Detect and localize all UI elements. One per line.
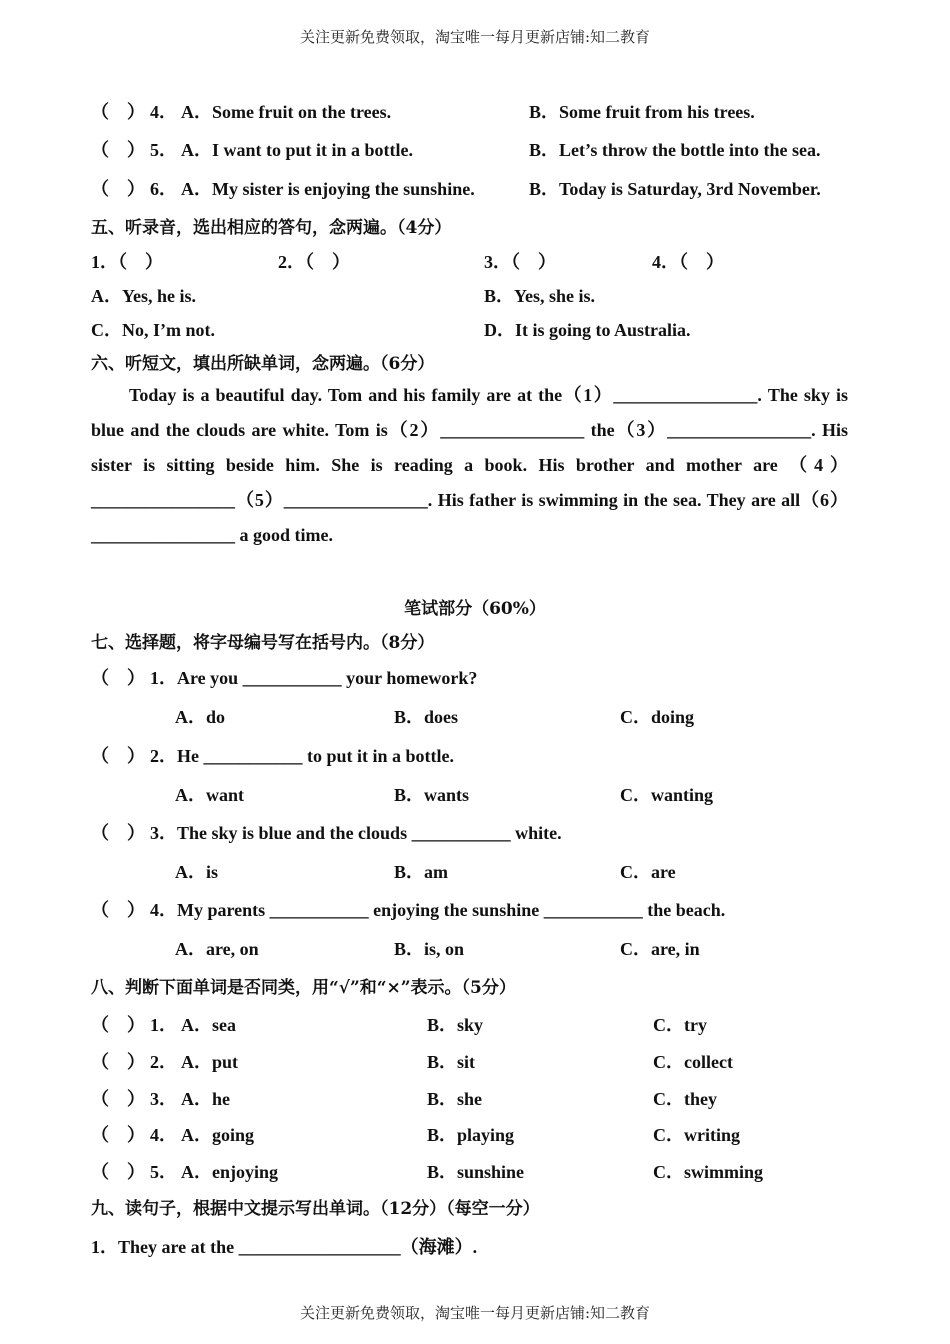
section-5-heading — [0, 213, 950, 239]
section-5-heading-text: 五、听录音，选出相应的答句，念两遍。（4分） — [91, 218, 452, 238]
question-number: 3． — [150, 1089, 177, 1109]
classify-row-4 — [0, 1121, 950, 1147]
choice-options-1 — [0, 703, 950, 729]
classify-row-5 — [0, 1158, 950, 1184]
option-d: D．It is going to Australia. — [484, 320, 691, 340]
answer-bracket: （ ） — [91, 668, 145, 688]
question-stem: 3．The sky is blue and the clouds ___________ white. — [150, 823, 562, 843]
option-b: B．Today is Saturday, 3rd November. — [529, 179, 821, 199]
option-a: A．he — [181, 1089, 230, 1109]
section-9-heading-text: 九、读句子，根据中文提示写出单词。（12分）（每空一分） — [91, 1199, 540, 1219]
section-8-heading — [0, 973, 950, 999]
option-a: A．is — [175, 862, 219, 882]
option-c: C．wanting — [620, 785, 714, 805]
question-stem: 4．My parents ___________ enjoying the sunshine ___________ the beach. — [150, 900, 726, 920]
option-b: B．Some fruit from his trees. — [529, 102, 755, 122]
option-b: B．does — [394, 707, 459, 727]
option-b: B．is, on — [394, 939, 465, 959]
choice-question-1 — [0, 664, 950, 690]
answer-bracket: （ ） — [91, 1052, 145, 1072]
section-8-heading-text: 八、判断下面单词是否同类，用“√”和“×”表示。（5分） — [91, 978, 516, 998]
answer-bracket: （ ） — [91, 1125, 145, 1145]
listening-question-5 — [0, 136, 950, 162]
question-number: 1． — [150, 1015, 177, 1035]
option-c: C．swimming — [653, 1162, 764, 1182]
option-b: B．Yes, she is. — [484, 286, 596, 306]
question-number: 4． — [150, 102, 177, 122]
question-number: 2． — [150, 1052, 177, 1072]
section-9-heading — [0, 1194, 950, 1220]
choice-options-4 — [0, 935, 950, 961]
option-a: A．sea — [181, 1015, 236, 1035]
classify-row-3 — [0, 1085, 950, 1111]
question-text: 1．They are at the __________________（海滩）. — [91, 1237, 478, 1257]
option-a: A．do — [175, 707, 226, 727]
option-a: A．going — [181, 1125, 255, 1145]
fill-question-1 — [0, 1233, 950, 1259]
section-6-heading-text: 六、听短文，填出所缺单词，念两遍。（6分） — [91, 354, 435, 374]
option-b: B．Let’s throw the bottle into the sea. — [529, 140, 821, 160]
question-number: 5． — [150, 1162, 177, 1182]
option-a: A．Some fruit on the trees. — [181, 102, 392, 122]
section-5-blanks — [0, 248, 950, 274]
question-number: 6． — [150, 179, 177, 199]
choice-options-2 — [0, 781, 950, 807]
written-part-title: 笔试部分（60%） — [404, 599, 546, 619]
option-a: A．enjoying — [181, 1162, 279, 1182]
answer-bracket: （ ） — [91, 823, 145, 843]
answer-bracket: （ ） — [91, 746, 145, 766]
option-b: B．sky — [427, 1015, 484, 1035]
section-5-options-cd — [0, 316, 950, 342]
section-5-options-ab — [0, 282, 950, 308]
question-number: 4． — [150, 1125, 177, 1145]
option-a: A．I want to put it in a bottle. — [181, 140, 414, 160]
option-c: C．doing — [620, 707, 695, 727]
classify-row-2 — [0, 1048, 950, 1074]
option-b: B．sunshine — [427, 1162, 525, 1182]
answer-blank-3: 3．（ ） — [484, 252, 556, 272]
answer-blank-1: 1．（ ） — [91, 252, 163, 272]
classify-row-1 — [0, 1011, 950, 1037]
choice-question-4 — [0, 896, 950, 922]
option-a: A．are, on — [175, 939, 259, 959]
question-stem: 2．He ___________ to put it in a bottle. — [150, 746, 454, 766]
option-c: C．No, I’m not. — [91, 320, 215, 340]
listening-question-4 — [0, 98, 950, 124]
answer-bracket: （ ） — [91, 1015, 145, 1035]
answer-bracket: （ ） — [91, 900, 145, 920]
section-7-heading — [0, 628, 950, 654]
option-c: C．are — [620, 862, 676, 882]
answer-blank-2: 2．（ ） — [278, 252, 350, 272]
choice-question-2 — [0, 742, 950, 768]
listening-passage: Today is a beautiful day. Tom and his family are at the（1）________________. The sky is blue and the clouds are white. Tom is（2）________________ the（3）________________. His sister is sitting beside him. She is reading a book. His brother and mother are （4）________________（5）________________. His father is swimming in the sea. They are all（6）________________ a good time. — [91, 385, 848, 545]
page-header: 关注更新免费领取，淘宝唯一每月更新店铺:知二教育 — [299, 28, 651, 46]
option-c: C．collect — [653, 1052, 733, 1072]
section-6-heading — [0, 349, 950, 375]
answer-bracket: （ ） — [91, 1089, 145, 1109]
option-a: A．Yes, he is. — [91, 286, 197, 306]
listening-question-6 — [0, 175, 950, 201]
question-stem: 1．Are you ___________ your homework? — [150, 668, 478, 688]
option-c: C．writing — [653, 1125, 740, 1145]
option-a: A．want — [175, 785, 245, 805]
answer-bracket: （ ） — [91, 1162, 145, 1182]
answer-bracket: （ ） — [91, 140, 145, 160]
option-c: C．are, in — [620, 939, 700, 959]
option-c: C．they — [653, 1089, 717, 1109]
answer-bracket: （ ） — [91, 102, 145, 122]
question-number: 5． — [150, 140, 177, 160]
page-footer: 关注更新免费领取，淘宝唯一每月更新店铺:知二教育 — [299, 1304, 651, 1322]
option-b: B．she — [427, 1089, 483, 1109]
choice-question-3 — [0, 819, 950, 845]
option-b: B．wants — [394, 785, 470, 805]
option-b: B．playing — [427, 1125, 515, 1145]
section-7-heading-text: 七、选择题，将字母编号写在括号内。（8分） — [91, 633, 435, 653]
option-b: B．am — [394, 862, 448, 882]
option-a: A．put — [181, 1052, 239, 1072]
answer-blank-4: 4．（ ） — [652, 252, 724, 272]
option-c: C．try — [653, 1015, 707, 1035]
option-b: B．sit — [427, 1052, 476, 1072]
choice-options-3 — [0, 858, 950, 884]
option-a: A．My sister is enjoying the sunshine. — [181, 179, 475, 199]
answer-bracket: （ ） — [91, 179, 145, 199]
